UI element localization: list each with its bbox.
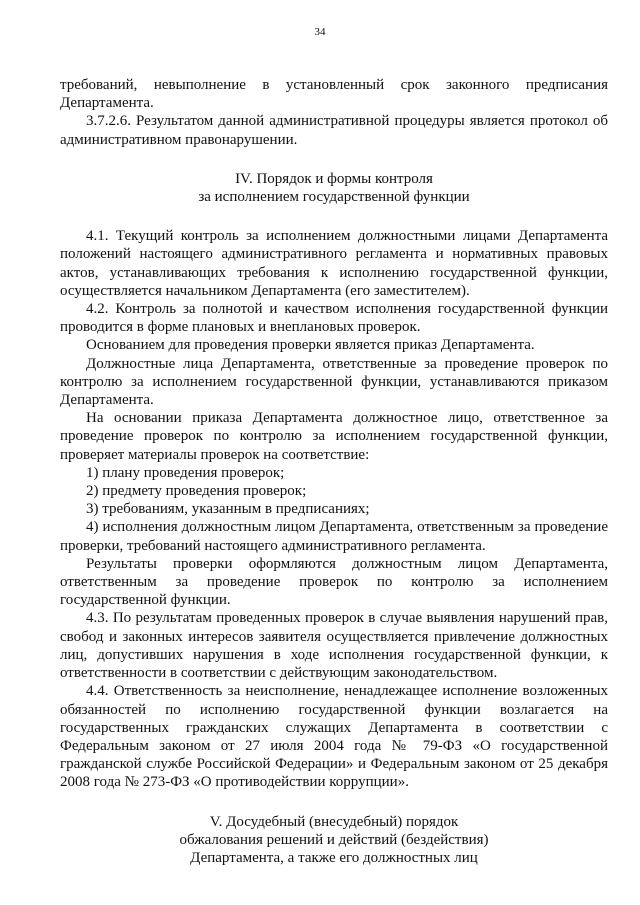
document-body xyxy=(60,76,608,867)
paragraph-results: Результаты проверки оформляются должностным лицом Департамента, ответственным за проведение проверок по контролю за исполнением государственной функции. xyxy=(60,555,608,609)
paragraph-4-4: 4.4. Ответственность за неисполнение, ненадлежащее исполнение возложенных обязанностей по исполнению государственной функции возлагается на государственных гражданских служащих Департамента в соответствии с Федеральным законом от 27 июля 2004 года № 79-ФЗ «О государственной гражданской службе Российской Федерации» и Федеральным законом от 25 декабря 2008 года № 273-ФЗ «О противодействии коррупции». xyxy=(60,683,608,791)
paragraph-continuation: требований, невыполнение в установленный срок законного предписания Департамента. xyxy=(60,77,608,112)
section-5-heading-line-3: Департамента, а также его должностных лиц xyxy=(190,849,478,866)
paragraph-order: На основании приказа Департамента должностное лицо, ответственное за проведение проверок по контролю за исполнением государственной функции, проверяет материалы проверок на соответствие: xyxy=(60,410,608,463)
list-item-4: 4) исполнения должностным лицом Департамента, ответственным за проведение проверки, требований настоящего административного регламента. xyxy=(60,519,608,554)
paragraph-basis: Основанием для проведения проверки является приказ Департамента. xyxy=(86,337,535,354)
section-4-heading-line-2: за исполнением государственной функции xyxy=(198,189,470,206)
paragraph-4-3: 4.3. По результатам проведенных проверок в случае выявления нарушений прав, свобод и законных интересов заявителя осуществляется привлечение должностных лиц, допустивших нарушения в ходе исполнения государственной функции, к ответственности в соответствии с действующим законодательством. xyxy=(60,610,608,682)
paragraph-4-1: 4.1. Текущий контроль за исполнением должностными лицами Департамента положений настоящего административного регламента и нормативных правовых актов, устанавливающих требования к исполнению государственной функции, осуществляется начальником Департамента (его заместителем). xyxy=(60,228,608,299)
section-5-heading-line-2: обжалования решений и действий (бездействия) xyxy=(179,831,489,848)
list-item: 1) плану проведения проверок; xyxy=(86,464,285,481)
paragraph-officials: Должностные лица Департамента, ответственные за проведение проверок по контролю за исполнением государственной функции, устанавливаются приказом Департамента. xyxy=(60,355,608,409)
paragraph-4-2: 4.2. Контроль за полнотой и качеством исполнения государственной функции проводится в форме плановых и внеплановых проверок. xyxy=(60,301,608,336)
list-item: 3) требованиям, указанным в предписаниях; xyxy=(86,501,370,518)
paragraph-3-7-2-6: 3.7.2.6. Результатом данной административной процедуры является протокол об административном правонарушении. xyxy=(60,113,608,148)
list-item: 2) предмету проведения проверок; xyxy=(86,483,307,500)
page-number: 34 xyxy=(314,26,326,38)
section-5-heading-line-1: V. Досудебный (внесудебный) порядок xyxy=(209,813,459,830)
section-4-heading-line-1: IV. Порядок и формы контроля xyxy=(235,170,433,187)
